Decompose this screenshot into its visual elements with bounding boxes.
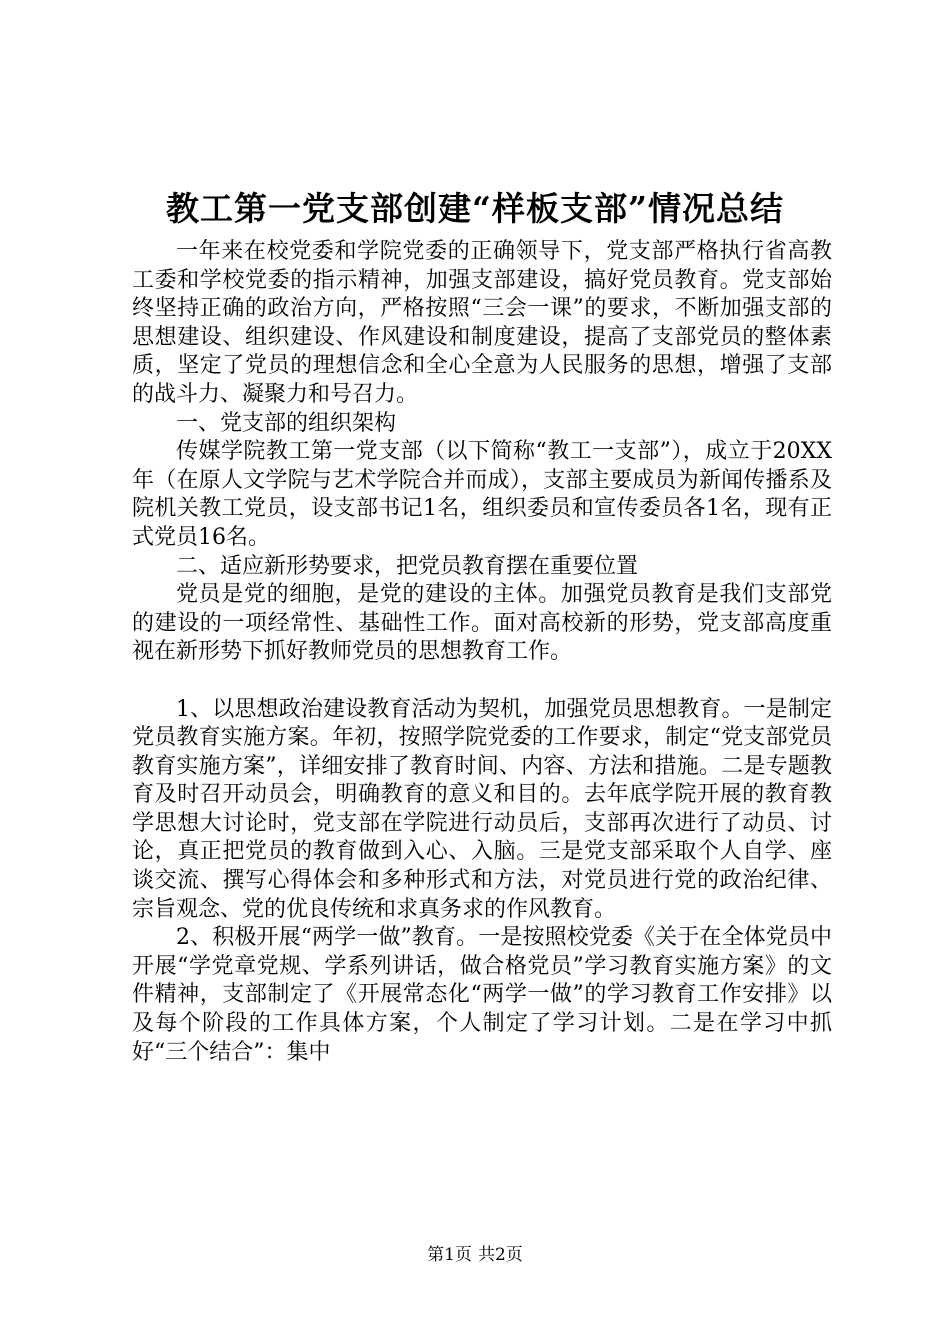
paragraph-education: 党员是党的细胞，是党的建设的主体。加强党员教育是我们支部党的建设的一项经常性、基础性工作。面对高校新的形势，党支部高度重视在新形势下抓好教师党员的思想教育工作。	[132, 582, 832, 665]
page-number-total: 共2页	[478, 1245, 523, 1265]
document-body	[132, 238, 832, 1067]
section-heading-2: 二、适应新形势要求，把党员教育摆在重要位置	[176, 553, 639, 579]
document-title: 教工第一党支部创建“样板支部”情况总结	[166, 189, 784, 228]
page-footer	[0, 1243, 950, 1267]
page-number-current: 第1页	[427, 1245, 472, 1265]
paragraph-item-1: 1、以思想政治建设教育活动为契机，加强党员思想教育。一是制定党员教育实施方案。年初，按照学院党委的工作要求，制定“党支部党员教育实施方案”，详细安排了教育时间、内容、方法和措施。二是专题教育及时召开动员会，明确教育的意义和目的。去年底学院开展的教育教学思想大讨论时，党支部在学院进行动员后，支部再次进行了动员、讨论，真正把党员的教育做到入心、入脑。三是党支部采取个人自学、座谈交流、撰写心得体会和多种形式和方法，对党员进行党的政治纪律、宗旨观念、党的优良传统和求真务求的作风教育。	[132, 696, 832, 922]
paragraph-item-2: 2、积极开展“两学一做”教育。一是按照校党委《关于在全体党员中开展“学党章党规、学系列讲话，做合格党员”学习教育实施方案》的文件精神，支部制定了《开展常态化“两学一做”的学习教育工作安排》以及每个阶段的工作具体方案，个人制定了学习计划。二是在学习中抓好“三个结合”：集中	[132, 925, 832, 1065]
paragraph-organization: 传媒学院教工第一党支部（以下简称“教工一支部”），成立于20XX年（在原人文学院与艺术学院合并而成），支部主要成员为新闻传播系及院机关教工党员，设支部书记1名，组织委员和宣传委员各1名，现有正式党员16名。	[132, 439, 832, 550]
section-heading-1: 一、党支部的组织架构	[176, 410, 397, 436]
paragraph-intro: 一年来在校党委和学院党委的正确领导下，党支部严格执行省高教工委和学校党委的指示精神，加强支部建设，搞好党员教育。党支部始终坚持正确的政治方向，严格按照“三会一课”的要求，不断加强支部的思想建设、组织建设、作风建设和制度建设，提高了支部党员的整体素质，坚定了党员的理想信念和全心全意为人民服务的思想，增强了支部的战斗力、凝聚力和号召力。	[132, 239, 832, 407]
